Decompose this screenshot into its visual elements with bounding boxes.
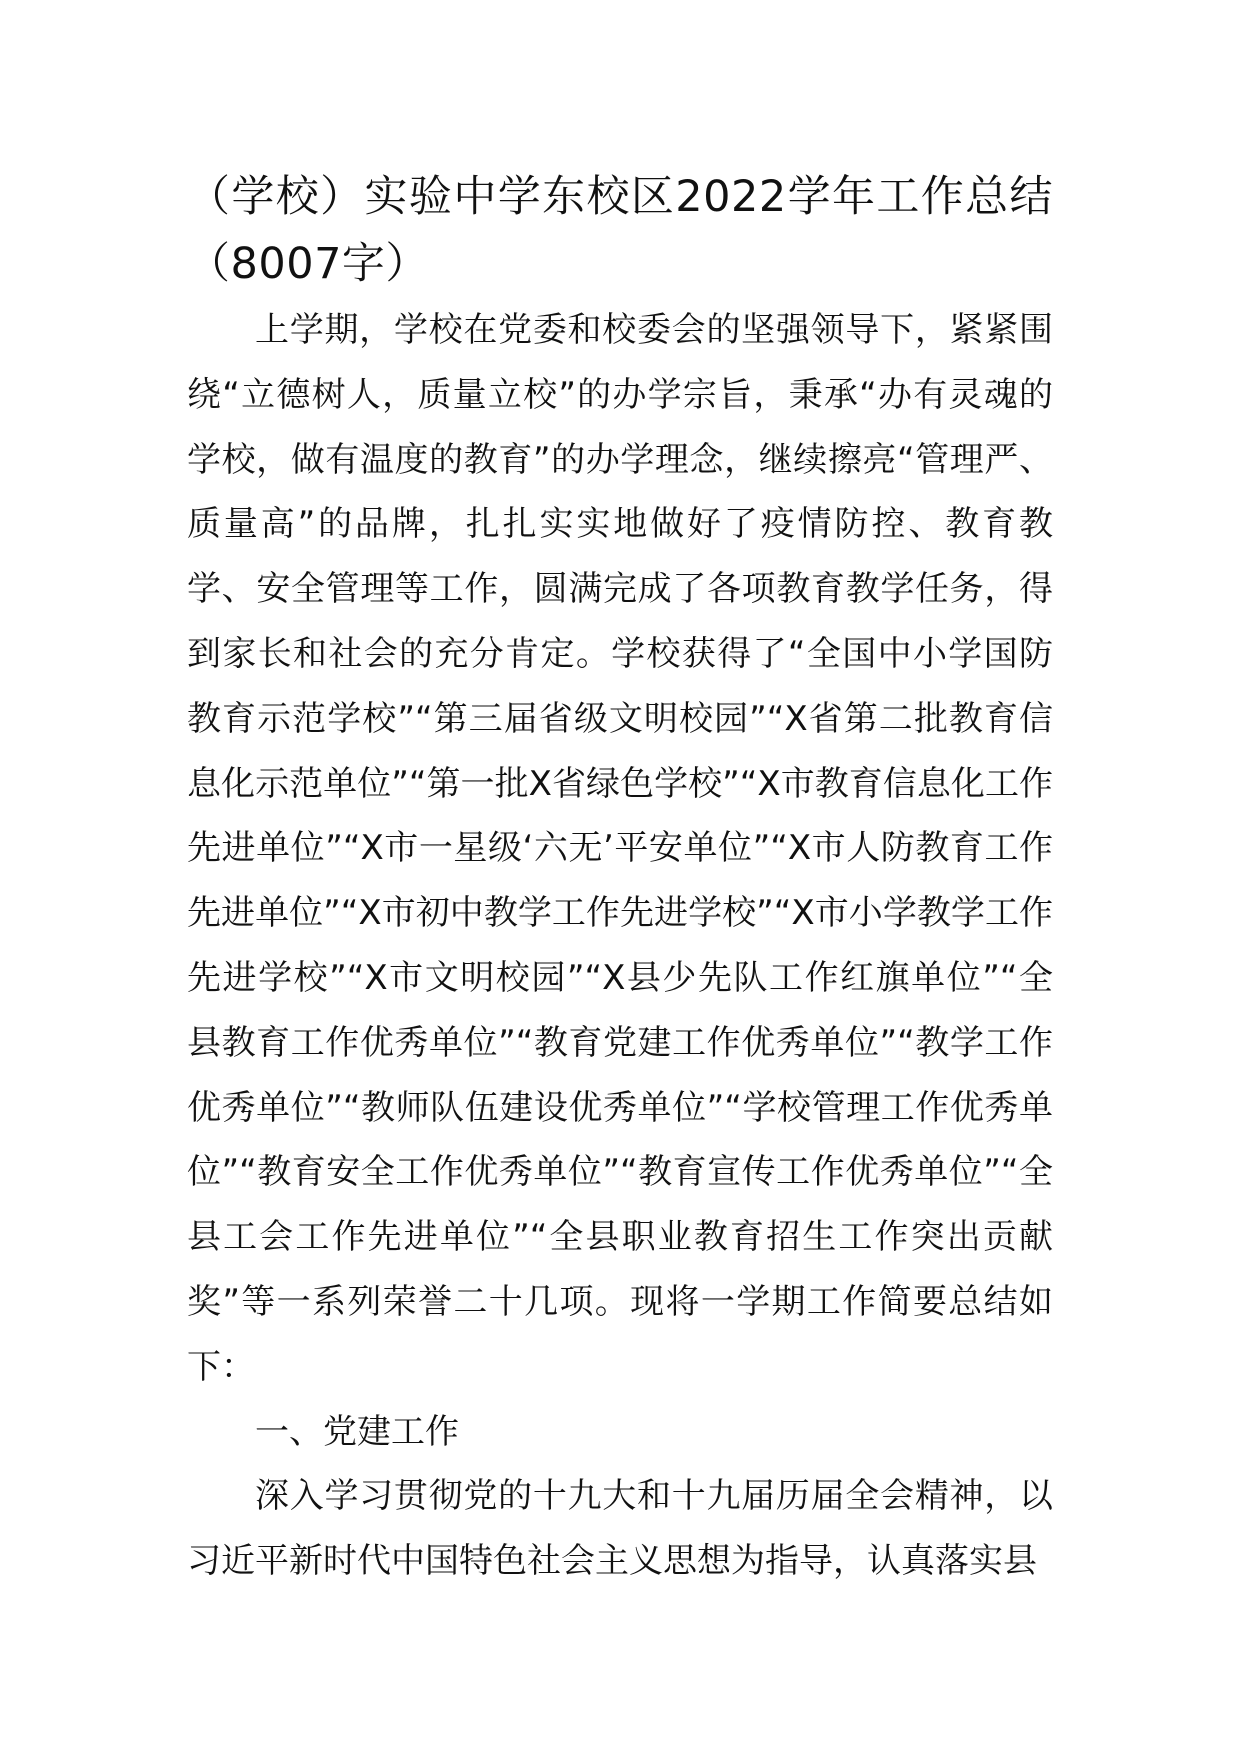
section-heading-party-building: 一、党建工作 [255,1411,459,1452]
intro-paragraph: 上学期，学校在党委和校委会的坚强领导下，紧紧围绕“立德树人，质量立校”的办学宗旨，秉承“办有灵魂的学校，做有温度的教育”的办学理念，继续擦亮“管理严、质量高”的品牌，扎扎实实地做好了疫情防控、教育教学、安全管理等工作，圆满完成了各项教育教学任务，得到家长和社会的充分肯定。学校获得了“全国中小学国防教育示范学校”“第三届省级文明校园”“X省第二批教育信息化示范单位”“第一批X省绿色学校”“X市教育信息化工作先进单位”“X市一星级‘六无’平安单位”“X市人防教育工作先进单位”“X市初中教学工作先进学校”“X市小学教学工作先进学校”“X市文明校园”“X县少先队工作红旗单位”“全县教育工作优秀单位”“教育党建工作优秀单位”“教学工作优秀单位”“教师队伍建设优秀单位”“学校管理工作优秀单位”“教育安全工作优秀单位”“教育宣传工作优秀单位”“全县工会工作先进单位”“全县职业教育招生工作突出贡献奖”等一系列荣誉二十几项。现将一学期工作简要总结如下： [187,310,1053,1387]
section-paragraph-party-building: 深入学习贯彻党的十九大和十九届历届全会精神，以习近平新时代中国特色社会主义思想为指导，认真落实县 [187,1476,1053,1582]
document-title: （学校）实验中学东校区2022学年工作总结（8007字） [187,172,1053,289]
document-body [187,164,1053,1594]
